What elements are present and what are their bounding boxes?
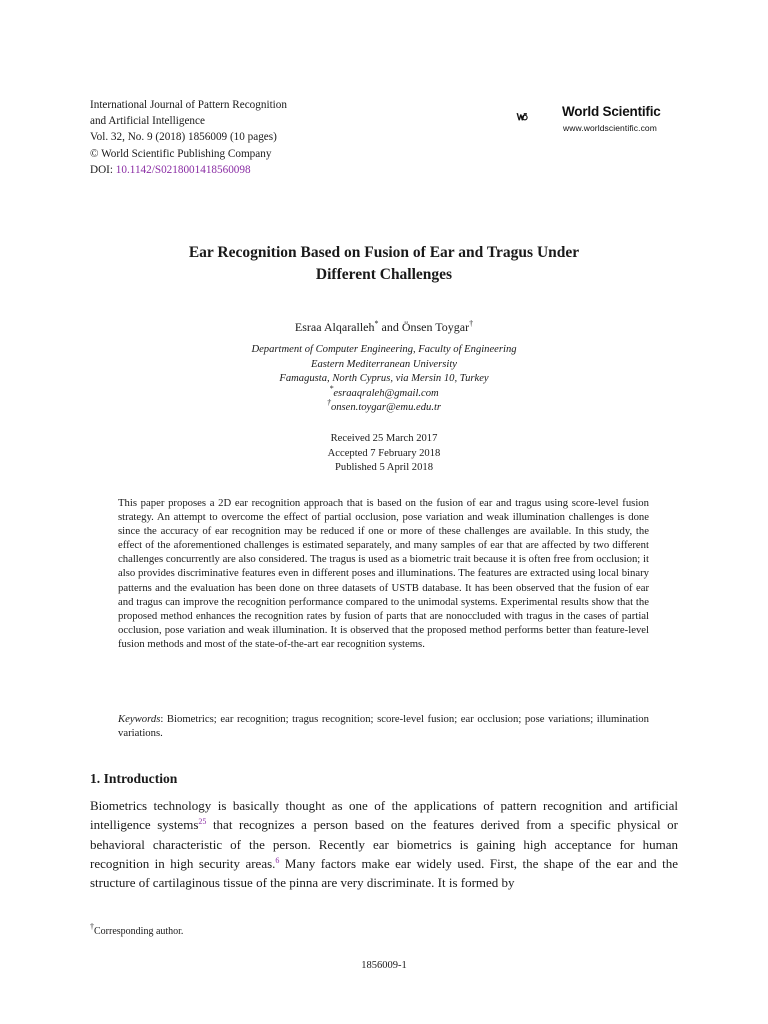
journal-doi <box>90 162 287 178</box>
email-2-row <box>90 398 678 416</box>
publisher-url[interactable]: www.worldscientific.com <box>563 123 657 133</box>
author-1-mark: * <box>374 319 379 328</box>
doi-label: DOI: <box>90 163 116 176</box>
citation-6[interactable]: 6 <box>275 855 280 865</box>
email-1-mark: * <box>329 383 334 393</box>
intro-text-part1: Biometrics technology is basically thought as one of the applications of pattern recognition and artificial intelligence systems <box>90 798 678 833</box>
keywords-text: : Biometrics; ear recognition; tragus recognition; score-level fusion; ear occlusion; pose variations; illumination variations. <box>118 713 649 740</box>
intro-text-part2: that recognizes a person based on the features derived from a specific physical or behavioral characteristic of the person. Recently ear biometrics is gaining high acceptance for human recognition in high security areas. <box>90 817 678 871</box>
paper-title <box>90 242 678 286</box>
journal-name-line1: International Journal of Pattern Recognition <box>90 99 287 111</box>
authors-and: and <box>378 320 402 334</box>
author-2: Önsen Toygar <box>401 320 470 334</box>
doi-link[interactable]: 10.1142/S0218001418560098 <box>115 163 251 176</box>
affiliation <box>90 343 678 416</box>
journal-info <box>90 97 287 178</box>
abstract: This paper proposes a 2D ear recognition approach that is based on the fusion of ear and tragus using score-level fusion strategy. An attempt to overcome the effect of partial occlusion, pose variation and weak illumination challenges is done since the accuracy of ear recognition may be reduced if one or more of these challenges are available. In this study, the effect of the aforementioned challenges is estimated separately, and many samples of ear that are affected by two different challenges concurrently are also considered. The tragus is used as a biometric trait because it is often free from occlusion; it also provides discriminative features even in different poses and illuminations. The features are extracted using local binary patterns and the evaluation has been done on three datasets of USTB database. It has been observed that the fusion of ear and tragus can improve the recognition performance compared to the unimodal systems. Experimental results show that the proposed method enhances the recognition rates by fusion of parts that are nonoccluded with tragus in the cases of partial occlusion, pose variation and weak illumination. It is observed that the proposed method performs better than feature-level fusion methods and most of the state-of-the-art ear recognition systems. <box>118 497 649 650</box>
introduction-paragraph <box>90 796 678 892</box>
page-number: 1856009-1 <box>361 960 407 971</box>
author-2-mark: † <box>469 319 474 328</box>
affiliation-line2: Eastern Mediterranean University <box>311 358 457 370</box>
footnote-text: Corresponding author. <box>94 926 184 937</box>
author-1: Esraa Alqaralleh <box>294 320 375 334</box>
footnote <box>90 922 184 937</box>
affiliation-line3: Famagusta, North Cyprus, via Mersin 10, Turkey <box>279 373 489 384</box>
keywords-label: Keywords <box>118 713 161 725</box>
email-1-row <box>90 383 678 402</box>
email-1[interactable]: esraaqraleh@gmail.com <box>333 387 439 399</box>
published-date: Published 5 April 2018 <box>335 462 433 473</box>
section-heading-introduction: 1. Introduction <box>90 771 178 786</box>
footnote-mark: † <box>90 922 94 931</box>
journal-volume: Vol. 32, No. 9 (2018) 1856009 (10 pages) <box>90 131 277 144</box>
intro-text-part3: Many factors make ear widely used. First, the shape of the ear and the structure of cartilaginous tissue of the pinna are very discriminate. It is formed by <box>90 855 678 891</box>
journal-name-line2: and Artificial Intelligence <box>90 115 205 128</box>
journal-copyright: © World Scientific Publishing Company <box>90 147 272 160</box>
title-line1: Ear Recognition Based on Fusion of Ear and Tragus Under <box>188 244 580 261</box>
email-2[interactable]: onsen.toygar@emu.edu.tr <box>330 402 442 413</box>
accepted-date: Accepted 7 February 2018 <box>327 447 441 459</box>
authors <box>90 320 678 335</box>
title-line2: Different Challenges <box>315 266 453 283</box>
email-2-mark: † <box>326 398 331 407</box>
keywords <box>118 712 649 740</box>
received-date: Received 25 March 2017 <box>330 433 438 444</box>
publisher-name: World Scientific <box>562 104 661 119</box>
affiliation-line1: Department of Computer Engineering, Faculty of Engineering <box>251 344 517 355</box>
world-scientific-logo-icon <box>516 100 560 134</box>
publication-dates <box>90 432 678 476</box>
citation-25[interactable]: 25 <box>198 817 207 827</box>
